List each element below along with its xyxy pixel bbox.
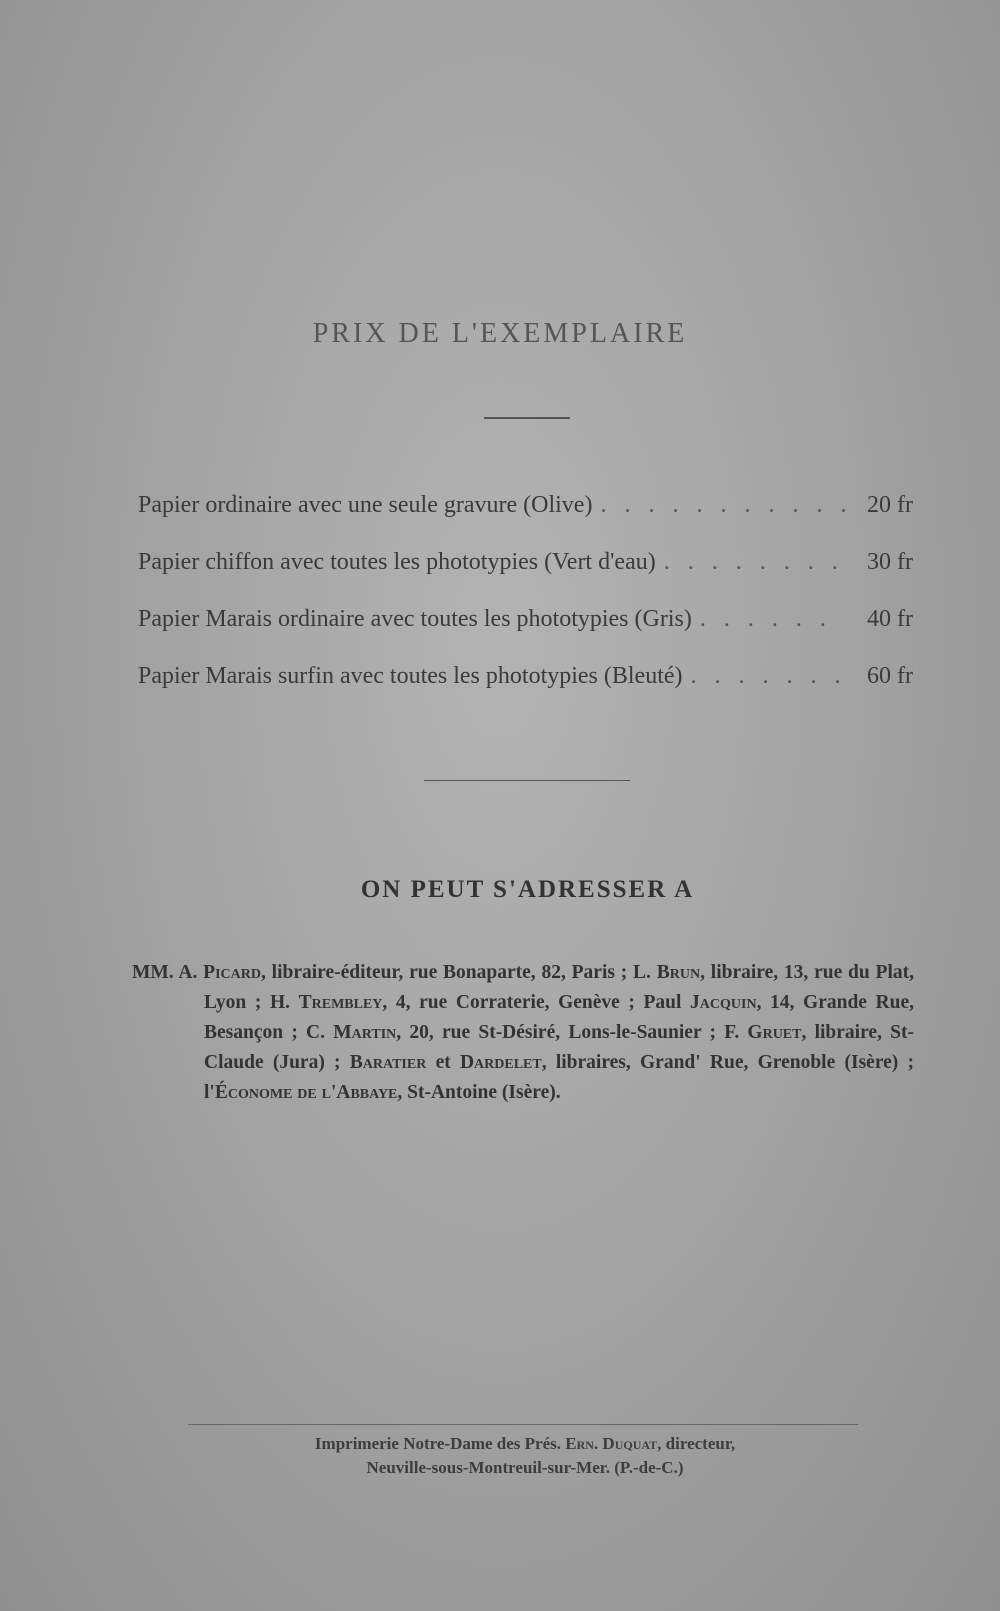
price-row — [138, 663, 913, 720]
price-label: Papier chiffon avec toutes les phototypies (Vert d'eau) — [138, 549, 656, 575]
bookseller-name: Trembley — [298, 992, 383, 1013]
bookseller-name: Économe de l'Abbaye — [214, 1082, 398, 1103]
imprint-text: , directeur, — [657, 1434, 736, 1453]
price-label: Papier Marais surfin avec toutes les phototypies (Bleuté) — [138, 663, 683, 689]
address-text: , 20, rue St-Désiré, Lons-le-Saunier ; F. — [396, 1022, 748, 1043]
price-row — [138, 492, 913, 549]
address-text: , St-Antoine (Isère). — [397, 1082, 561, 1103]
address-text: et — [426, 1052, 460, 1073]
address-text: , 4, rue Corraterie, Genève ; Paul — [382, 992, 691, 1013]
footer-divider — [188, 1424, 858, 1425]
bookseller-name: Gruet — [747, 1022, 802, 1043]
section-divider — [424, 780, 630, 781]
price-row — [138, 606, 913, 663]
address-text: , libraire, 13, rue du Plat, Lyon ; H. — [204, 962, 914, 1013]
bookseller-name: Brun — [656, 962, 701, 983]
price-label: Papier ordinaire avec une seule gravure (Olive) — [138, 492, 593, 518]
title-divider — [484, 417, 570, 419]
leader-dots — [664, 549, 845, 576]
leader-dots — [700, 606, 845, 633]
page-title: PRIX DE L'EXEMPLAIRE — [312, 318, 688, 349]
price-value: 30 fr — [867, 549, 913, 575]
bookseller-name: Baratier — [349, 1052, 427, 1073]
price-row — [138, 549, 913, 606]
address-text: , 14, Grande Rue, Besançon ; C. — [204, 992, 914, 1043]
imprint-line-2: Neuville-sous-Montreuil-sur-Mer. (P.-de-C.) — [366, 1458, 684, 1477]
bookseller-name: Dardelet — [459, 1052, 542, 1073]
address-text: , libraire-éditeur, rue Bonaparte, 82, Paris ; L. — [260, 962, 657, 983]
address-text: , libraires, Grand' Rue, Grenoble (Isère) ; l' — [204, 1052, 914, 1103]
address-paragraph — [132, 958, 914, 1108]
imprint-text: Imprimerie Notre-Dame des Prés. — [314, 1434, 566, 1453]
price-value: 20 fr — [867, 492, 913, 518]
leader-dots — [600, 492, 845, 519]
bookseller-name: Martin — [333, 1022, 397, 1043]
printer-director-name: Ern. Duquat — [565, 1434, 658, 1453]
leader-dots — [691, 663, 845, 690]
price-label: Papier Marais ordinaire avec toutes les phototypies (Gris) — [138, 606, 692, 632]
section-heading: ON PEUT S'ADRESSER A — [360, 876, 695, 903]
bookseller-name: Picard — [203, 962, 261, 983]
price-list — [138, 492, 913, 720]
imprint-line-1 — [0, 1432, 1000, 1456]
printer-imprint — [0, 1432, 1000, 1480]
bookseller-name: Jacquin — [690, 992, 757, 1013]
price-value: 40 fr — [867, 606, 913, 632]
address-text: , libraire, St-Claude (Jura) ; — [204, 1022, 914, 1073]
address-text: MM. A. — [132, 962, 204, 983]
price-value: 60 fr — [867, 663, 913, 689]
